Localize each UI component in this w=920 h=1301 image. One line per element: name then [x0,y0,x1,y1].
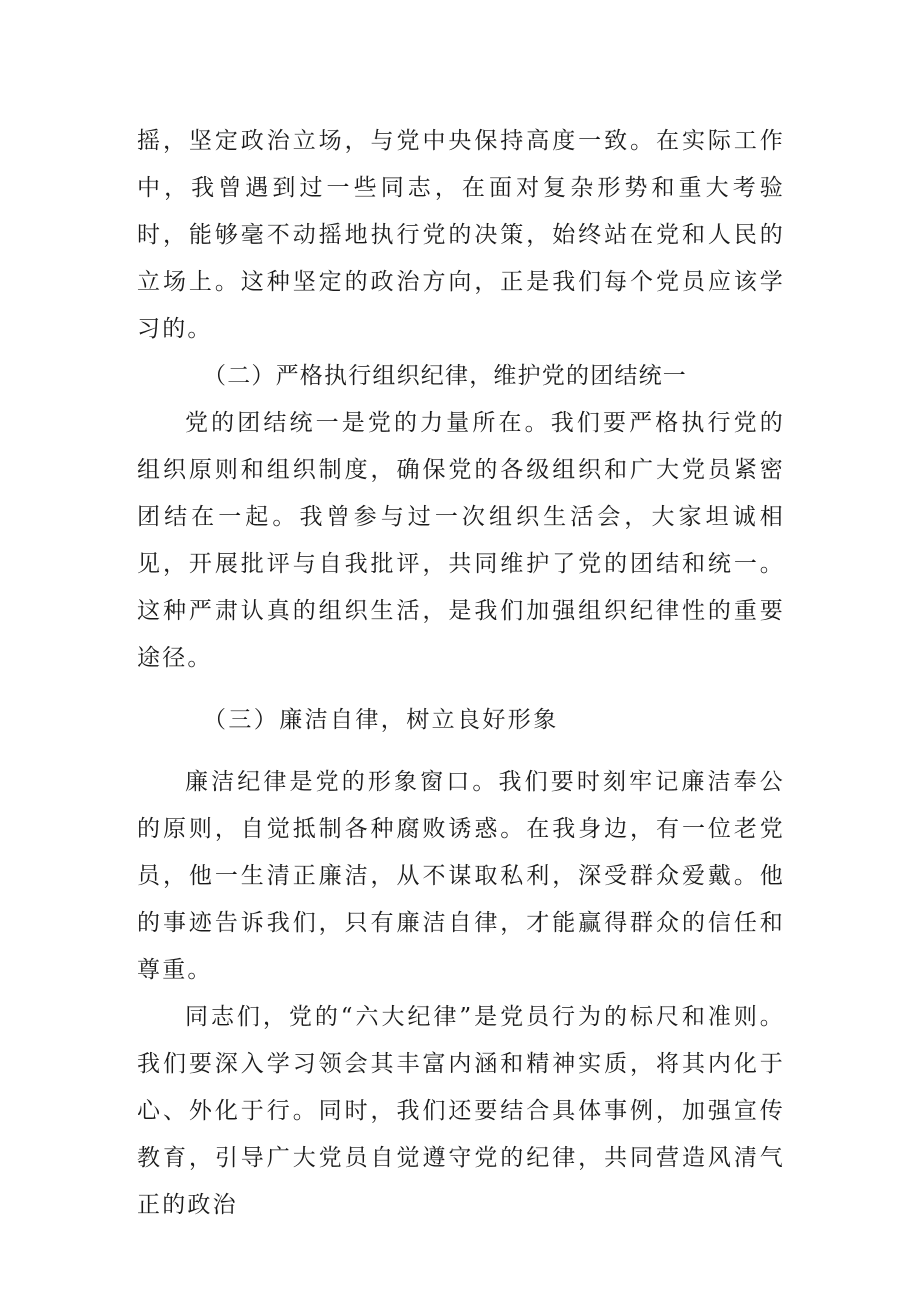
paragraph-integrity: 廉洁纪律是党的形象窗口。我们要时刻牢记廉洁奉公的原则，自觉抵制各种腐败诱惑。在我身边，有一位老党员，他一生清正廉洁，从不谋取私利，深受群众爱戴。他的事迹告诉我们，只有廉洁自律，才能赢得群众的信任和尊重。 [137,769,785,983]
paragraph-political-stance: 摇，坚定政治立场，与党中央保持高度一致。在实际工作中，我曾遇到过一些同志，在面对复杂形势和重大考验时，能够毫不动摇地执行党的决策，始终站在党和人民的立场上。这种坚定的政治方向，正是我们每个党员应该学习的。 [137,128,785,342]
section-heading-integrity: （三）廉洁自律，树立良好形象 [203,707,559,733]
paragraph-organizational-discipline: 党的团结统一是党的力量所在。我们要严格执行党的组织原则和组织制度，确保党的各级组织和广大党员紧密团结在一起。我曾参与过一次组织生活会，大家坦诚相见，开展批评与自我批评，共同维护了党的团结和统一。这种严肃认真的组织生活，是我们加强组织纪律性的重要途径。 [137,410,785,671]
paragraph-six-disciplines: 同志们，党的“六大纪律”是党员行为的标尺和准则。我们要深入学习领会其丰富内涵和精神实质，将其内化于心、外化于行。同时，我们还要结合具体事例，加强宣传教育，引导广大党员自觉遵守党的纪律，共同营造风清气正的政治 [137,1004,785,1218]
section-heading-organizational-discipline: （二）严格执行组织纪律，维护党的团结统一 [203,363,687,389]
document-body [137,118,785,1229]
